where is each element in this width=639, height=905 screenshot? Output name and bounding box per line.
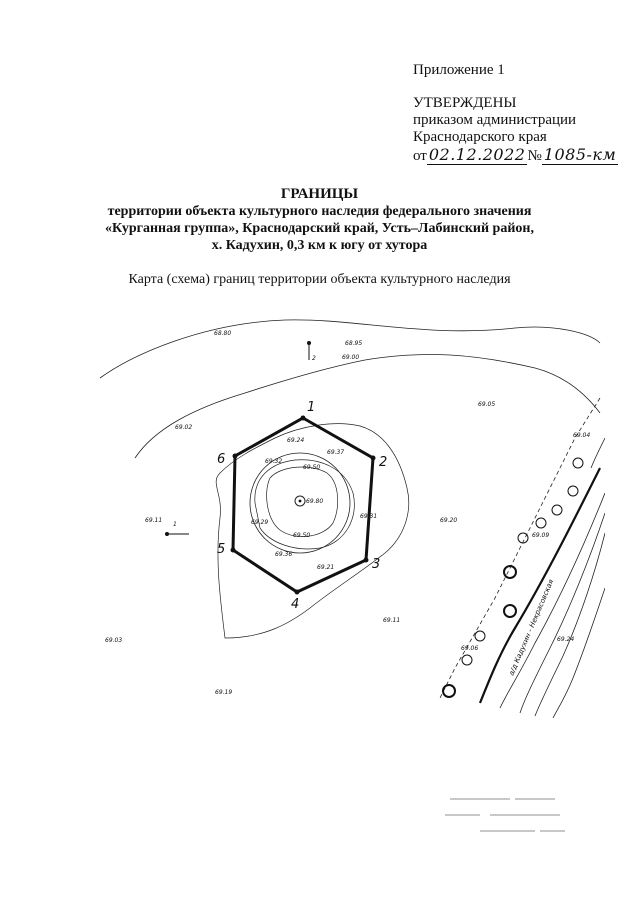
elevation-69-29: 69.29 [251, 519, 269, 526]
vertex-dot-6 [233, 454, 238, 459]
mound-center-dot [299, 500, 302, 503]
vertex-dot-4 [295, 590, 300, 595]
vertex-label-3: 3 [372, 557, 381, 572]
vertex-dot-2 [371, 456, 376, 461]
title-line-1: территории объекта культурного наследия федерального значения [107, 204, 532, 219]
elevation-69-11-left: 69.11 [145, 517, 163, 524]
pole-marker [536, 518, 546, 528]
vertex-label-1: 1 [307, 400, 316, 415]
title-line-2: «Курганная группа», Краснодарский край, Усть–Лабинский район, [105, 221, 534, 236]
road-line-5 [553, 588, 605, 718]
pole-marker [475, 631, 485, 641]
vertex-label-5: 5 [217, 542, 226, 557]
elevation-69-03: 69.03 [105, 637, 123, 644]
road-label: а/д Кадухин - Некрасовская [507, 578, 556, 677]
vertex-dot-3 [364, 558, 369, 563]
vertex-label-6: 6 [217, 452, 226, 467]
vertex-label-4: 4 [291, 597, 300, 612]
elevation-69-20: 69.20 [440, 517, 458, 524]
benchmark-label-2: 2 [312, 355, 316, 362]
benchmark-label-1: 1 [173, 521, 177, 528]
elevation-68-95: 68.95 [345, 340, 363, 347]
elevation-69-31: 69.31 [360, 513, 378, 520]
elevation-69-80: 69.80 [306, 498, 324, 505]
elevation-marks [105, 330, 590, 696]
elevation-69-50-bottom: 69.50 [293, 532, 311, 539]
approval-block [413, 62, 618, 165]
road-line-4 [535, 533, 605, 716]
contour-line-69 [135, 354, 600, 458]
number-label: № [527, 148, 542, 164]
pole-marker [568, 486, 578, 496]
elevation-69-24-right: 69.24 [557, 636, 575, 643]
approval-region-line: Краснодарского края [413, 129, 547, 145]
from-label: от [413, 148, 427, 164]
pole-marker [552, 505, 562, 515]
elevation-69-21: 69.21 [317, 564, 335, 571]
road-line-2 [500, 493, 605, 708]
mound-inner-contour [267, 467, 338, 537]
elevation-69-32: 69.32 [265, 458, 283, 465]
contour-line-outer [100, 320, 600, 378]
elevation-69-02: 69.02 [175, 424, 193, 431]
handwritten-date: 02.12.2022 [428, 145, 526, 164]
title-heading: ГРАНИЦЫ [280, 186, 359, 202]
map-caption: Карта (схема) границ территории объекта культурного наследия [128, 272, 511, 287]
elevation-69-37: 69.37 [327, 449, 345, 456]
approval-date-line [413, 146, 618, 165]
pole-marker [462, 655, 472, 665]
boundary-map [95, 298, 605, 718]
title-line-3: х. Кадухин, 0,3 км к югу от хутора [211, 238, 428, 253]
pole-marker-bold [504, 605, 516, 617]
benchmark-arrow-2-head [307, 341, 311, 345]
elevation-69-05: 69.05 [478, 401, 496, 408]
pole-marker-bold [443, 685, 455, 697]
benchmark-arrow-1-head [165, 532, 169, 536]
elevation-69-04: 69.04 [573, 432, 591, 439]
elevation-69-36: 69.36 [275, 551, 293, 558]
pole-marker [573, 458, 583, 468]
elevation-69-19: 69.19 [215, 689, 233, 696]
vertex-label-2: 2 [379, 455, 388, 470]
elevation-69-50-top: 69.50 [303, 464, 321, 471]
approved-label: УТВЕРЖДЕНЫ [413, 95, 517, 111]
document-title [0, 186, 639, 254]
appendix-label: Приложение 1 [413, 62, 505, 78]
elevation-69-11-right: 69.11 [383, 617, 401, 624]
faded-stamp [420, 790, 590, 860]
elevation-69-09: 69.09 [532, 532, 550, 539]
elevation-69-06: 69.06 [461, 645, 479, 652]
approval-order-line: приказом администрации [413, 112, 577, 128]
vertex-dot-1 [301, 416, 306, 421]
road-line-6 [591, 438, 605, 468]
elevation-69-24: 69.24 [287, 437, 305, 444]
elevation-68-80: 68.80 [214, 330, 232, 337]
vertex-dot-5 [231, 548, 236, 553]
handwritten-number: 1085-км [543, 145, 617, 164]
elevation-69-00: 69.00 [342, 354, 360, 361]
